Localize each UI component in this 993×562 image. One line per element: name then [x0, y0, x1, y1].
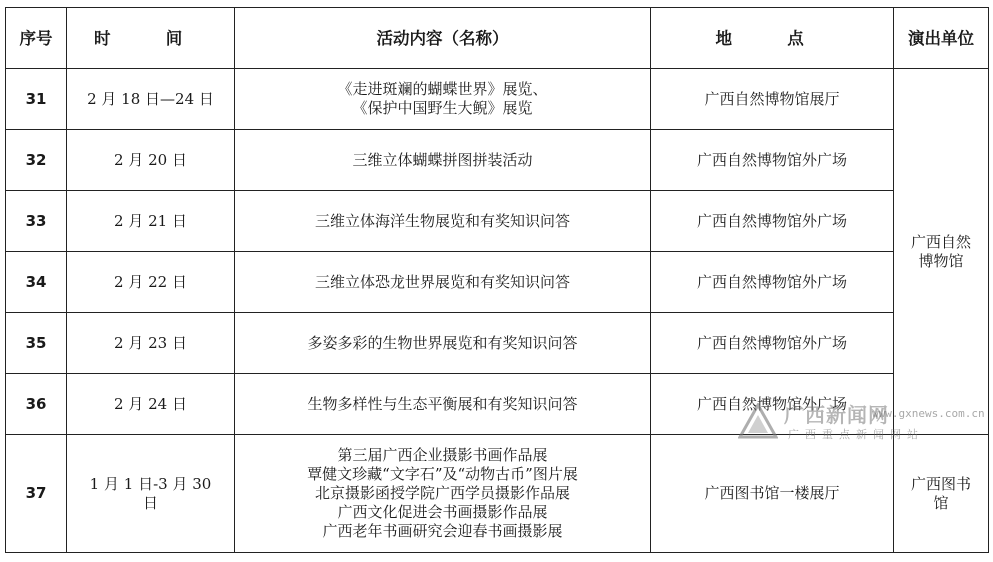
header-place — [651, 8, 894, 69]
row-content-line: 三维立体蝴蝶拼图拼装活动 — [352, 150, 533, 169]
table-row — [6, 374, 989, 435]
row-time-line: 2 月 20 日 — [114, 150, 187, 169]
row-number: 32 — [6, 130, 67, 191]
row-time — [67, 191, 235, 252]
row-time — [67, 374, 235, 435]
row-place: 广西图书馆一楼展厅 — [651, 435, 894, 553]
row-time-line: 2 月 18 日—24 日 — [87, 89, 214, 108]
row-content-line: 《走进斑斓的蝴蝶世界》展览、 — [337, 80, 548, 98]
row-content-line: 覃健文珍藏“文字石”及“动物古币”图片展 — [307, 465, 578, 483]
unit-line: 广西自然 — [910, 232, 971, 251]
header-content: 活动内容（名称） — [235, 8, 651, 69]
row-time-line: 2 月 23 日 — [114, 333, 187, 352]
row-place: 广西自然博物馆外广场 — [651, 374, 894, 435]
header-place-label: 地 点 — [715, 28, 829, 48]
row-content-line: 多姿多彩的生物世界展览和有奖知识问答 — [307, 333, 578, 352]
row-content-line: 《保护中国野生大鲵》展览 — [352, 99, 533, 117]
row-number: 36 — [6, 374, 67, 435]
row-time — [67, 252, 235, 313]
table-row — [6, 313, 989, 374]
header-row — [6, 8, 989, 69]
header-time-label: 时 间 — [94, 28, 207, 48]
row-place: 广西自然博物馆外广场 — [651, 130, 894, 191]
row-time-line: 日 — [142, 493, 158, 512]
table-row — [6, 69, 989, 130]
row-content-line: 三维立体海洋生物展览和有奖知识问答 — [314, 211, 570, 230]
row-place: 广西自然博物馆外广场 — [651, 191, 894, 252]
watermark-slogan: 广西重点新闻网站 — [788, 428, 924, 441]
event-schedule-table — [5, 7, 989, 553]
row-time-line: 2 月 21 日 — [114, 211, 187, 230]
row-time-line: 1 月 1 日-3 月 30 — [89, 474, 212, 493]
row-time — [67, 130, 235, 191]
row-content-line: 北京摄影函授学院广西学员摄影作品展 — [314, 484, 570, 502]
unit-museum-cell — [894, 69, 989, 435]
row-number: 33 — [6, 191, 67, 252]
row-content-line: 第三届广西企业摄影书画作品展 — [337, 446, 548, 464]
row-time-line: 2 月 22 日 — [114, 272, 187, 291]
row-content — [235, 191, 651, 252]
row-place: 广西自然博物馆外广场 — [651, 252, 894, 313]
row-content — [235, 313, 651, 374]
row-content-line: 生物多样性与生态平衡展和有奖知识问答 — [307, 394, 578, 413]
unit-line: 博物馆 — [918, 251, 964, 270]
row-content-line: 广西文化促进会书画摄影作品展 — [337, 503, 548, 521]
row-time — [67, 435, 235, 553]
row-content — [235, 252, 651, 313]
table-row — [6, 130, 989, 191]
row-number: 37 — [6, 435, 67, 553]
watermark-name: 广西新闻网 — [784, 403, 889, 427]
row-number: 31 — [6, 69, 67, 130]
watermark-url: www.gxnews.com.cn — [872, 407, 985, 420]
table-row — [6, 252, 989, 313]
row-content — [235, 374, 651, 435]
row-place: 广西自然博物馆展厅 — [651, 69, 894, 130]
row-content — [235, 130, 651, 191]
row-time — [67, 313, 235, 374]
header-time — [67, 8, 235, 69]
row-place: 广西自然博物馆外广场 — [651, 313, 894, 374]
table-row — [6, 435, 989, 553]
unit-line: 馆 — [933, 493, 949, 512]
header-unit: 演出单位 — [894, 8, 989, 69]
row-time — [67, 69, 235, 130]
row-time-line: 2 月 24 日 — [114, 394, 187, 413]
table-row — [6, 191, 989, 252]
row-number: 35 — [6, 313, 67, 374]
unit-library-cell — [894, 435, 989, 553]
header-no: 序号 — [6, 8, 67, 69]
row-number: 34 — [6, 252, 67, 313]
row-content-line: 广西老年书画研究会迎春书画摄影展 — [322, 522, 563, 540]
row-content — [235, 69, 651, 130]
row-content — [235, 435, 651, 553]
row-content-line: 三维立体恐龙世界展览和有奖知识问答 — [314, 272, 570, 291]
unit-line: 广西图书 — [910, 474, 971, 493]
